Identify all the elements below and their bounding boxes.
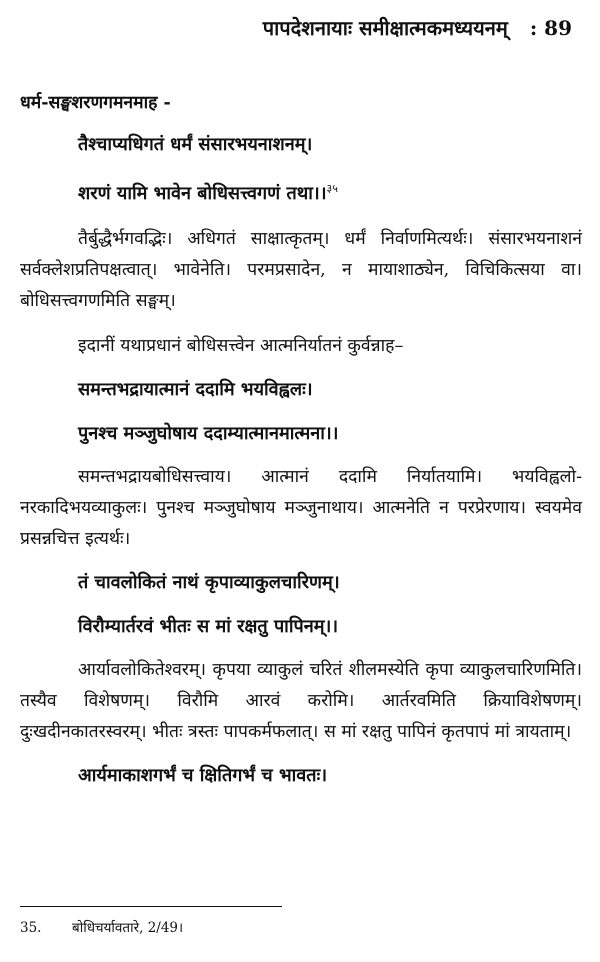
footnote-divider xyxy=(20,906,282,907)
verse-3-line-2: विरौम्यार्तरवं भीतः स मां रक्षतु पापिनम्।। xyxy=(78,616,339,637)
running-header xyxy=(160,14,572,50)
verse-2-line-2: पुनश्च मञ्जुघोषाय ददाम्यात्मानमात्मना।। xyxy=(78,423,339,444)
footnote-number: 35. xyxy=(20,920,42,936)
verse-1-line-2 xyxy=(20,173,582,210)
commentary-1: तैर्बुद्धैर्भगवद्भिः। अधिगतं साक्षात्कृतम्। धर्मं निर्वाणमित्यर्थः। संसारभयनाशनं सर्वक्लेशप्रतिपक्षत्वात्। भावेनेति। परमप्रसादेन, न मायाशाठ्येन, विचिकित्सया वा। बोधिसत्त्वगणमिति सङ्घम्। xyxy=(20,229,582,311)
intro-2: इदानीं यथाप्रधानं बोधिसत्त्वेन आत्मनिर्यातनं कुर्वन्नाह– xyxy=(78,336,404,356)
verse-1-line-2-text: शरणं यामि भावेन बोधिसत्त्वगणं तथा।। xyxy=(78,183,327,204)
commentary-2: समन्तभद्रायबोधिसत्त्वाय। आत्मानं ददामि निर्यातयामि। भयविह्वलो- नरकादिभयव्याकुलः। पुनश्च मञ्जुघोषाय मञ्जुनाथाय। आत्मनेति न परप्रेरणाय। स्वयमेव प्रसन्नचित्त इत्यर्थः। xyxy=(20,467,582,549)
header-title: पापदेशनायाः समीक्षात्मकमध्ययनम् xyxy=(262,16,508,40)
section-heading: धर्म-सङ्घशरणगमनमाह - xyxy=(20,93,171,113)
verse-2-line-1: समन्तभद्रायात्मानं ददामि भयविह्वलः। xyxy=(78,379,313,400)
commentary-3: आर्यावलोकितेश्वरम्। कृपया व्याकुलं चरितं शीलमस्येति कृपा व्याकुलचारिणमिति। तस्यैव विशेषणम्। विरौमि आरवं करोमि। आर्तरवमिति क्रियाविशेषणम्। दुःखदीनकातरस्वरम्। भीतः त्रस्तः पापकर्मफलात्। स मां रक्षतु पापिनं कृतपापं मां त्रायताम्। xyxy=(20,660,582,742)
footnote-marker: ३५ xyxy=(326,182,338,195)
verse-3-line-1: तं चावलोकितं नाथं कृपाव्याकुलचारिणम्। xyxy=(78,572,340,593)
page-body xyxy=(20,88,582,792)
verse-4-line-1: आर्यमाकाशगर्भं च क्षितिगर्भं च भावतः। xyxy=(78,765,328,786)
footnote-text: बोधिचर्यावतारे, 2/49। xyxy=(72,920,184,936)
page-number: : 89 xyxy=(529,16,572,40)
footnote xyxy=(20,918,183,936)
verse-1-line-1: तैश्चाप्यधिगतं धर्मं संसारभयनाशनम्। xyxy=(78,134,313,155)
